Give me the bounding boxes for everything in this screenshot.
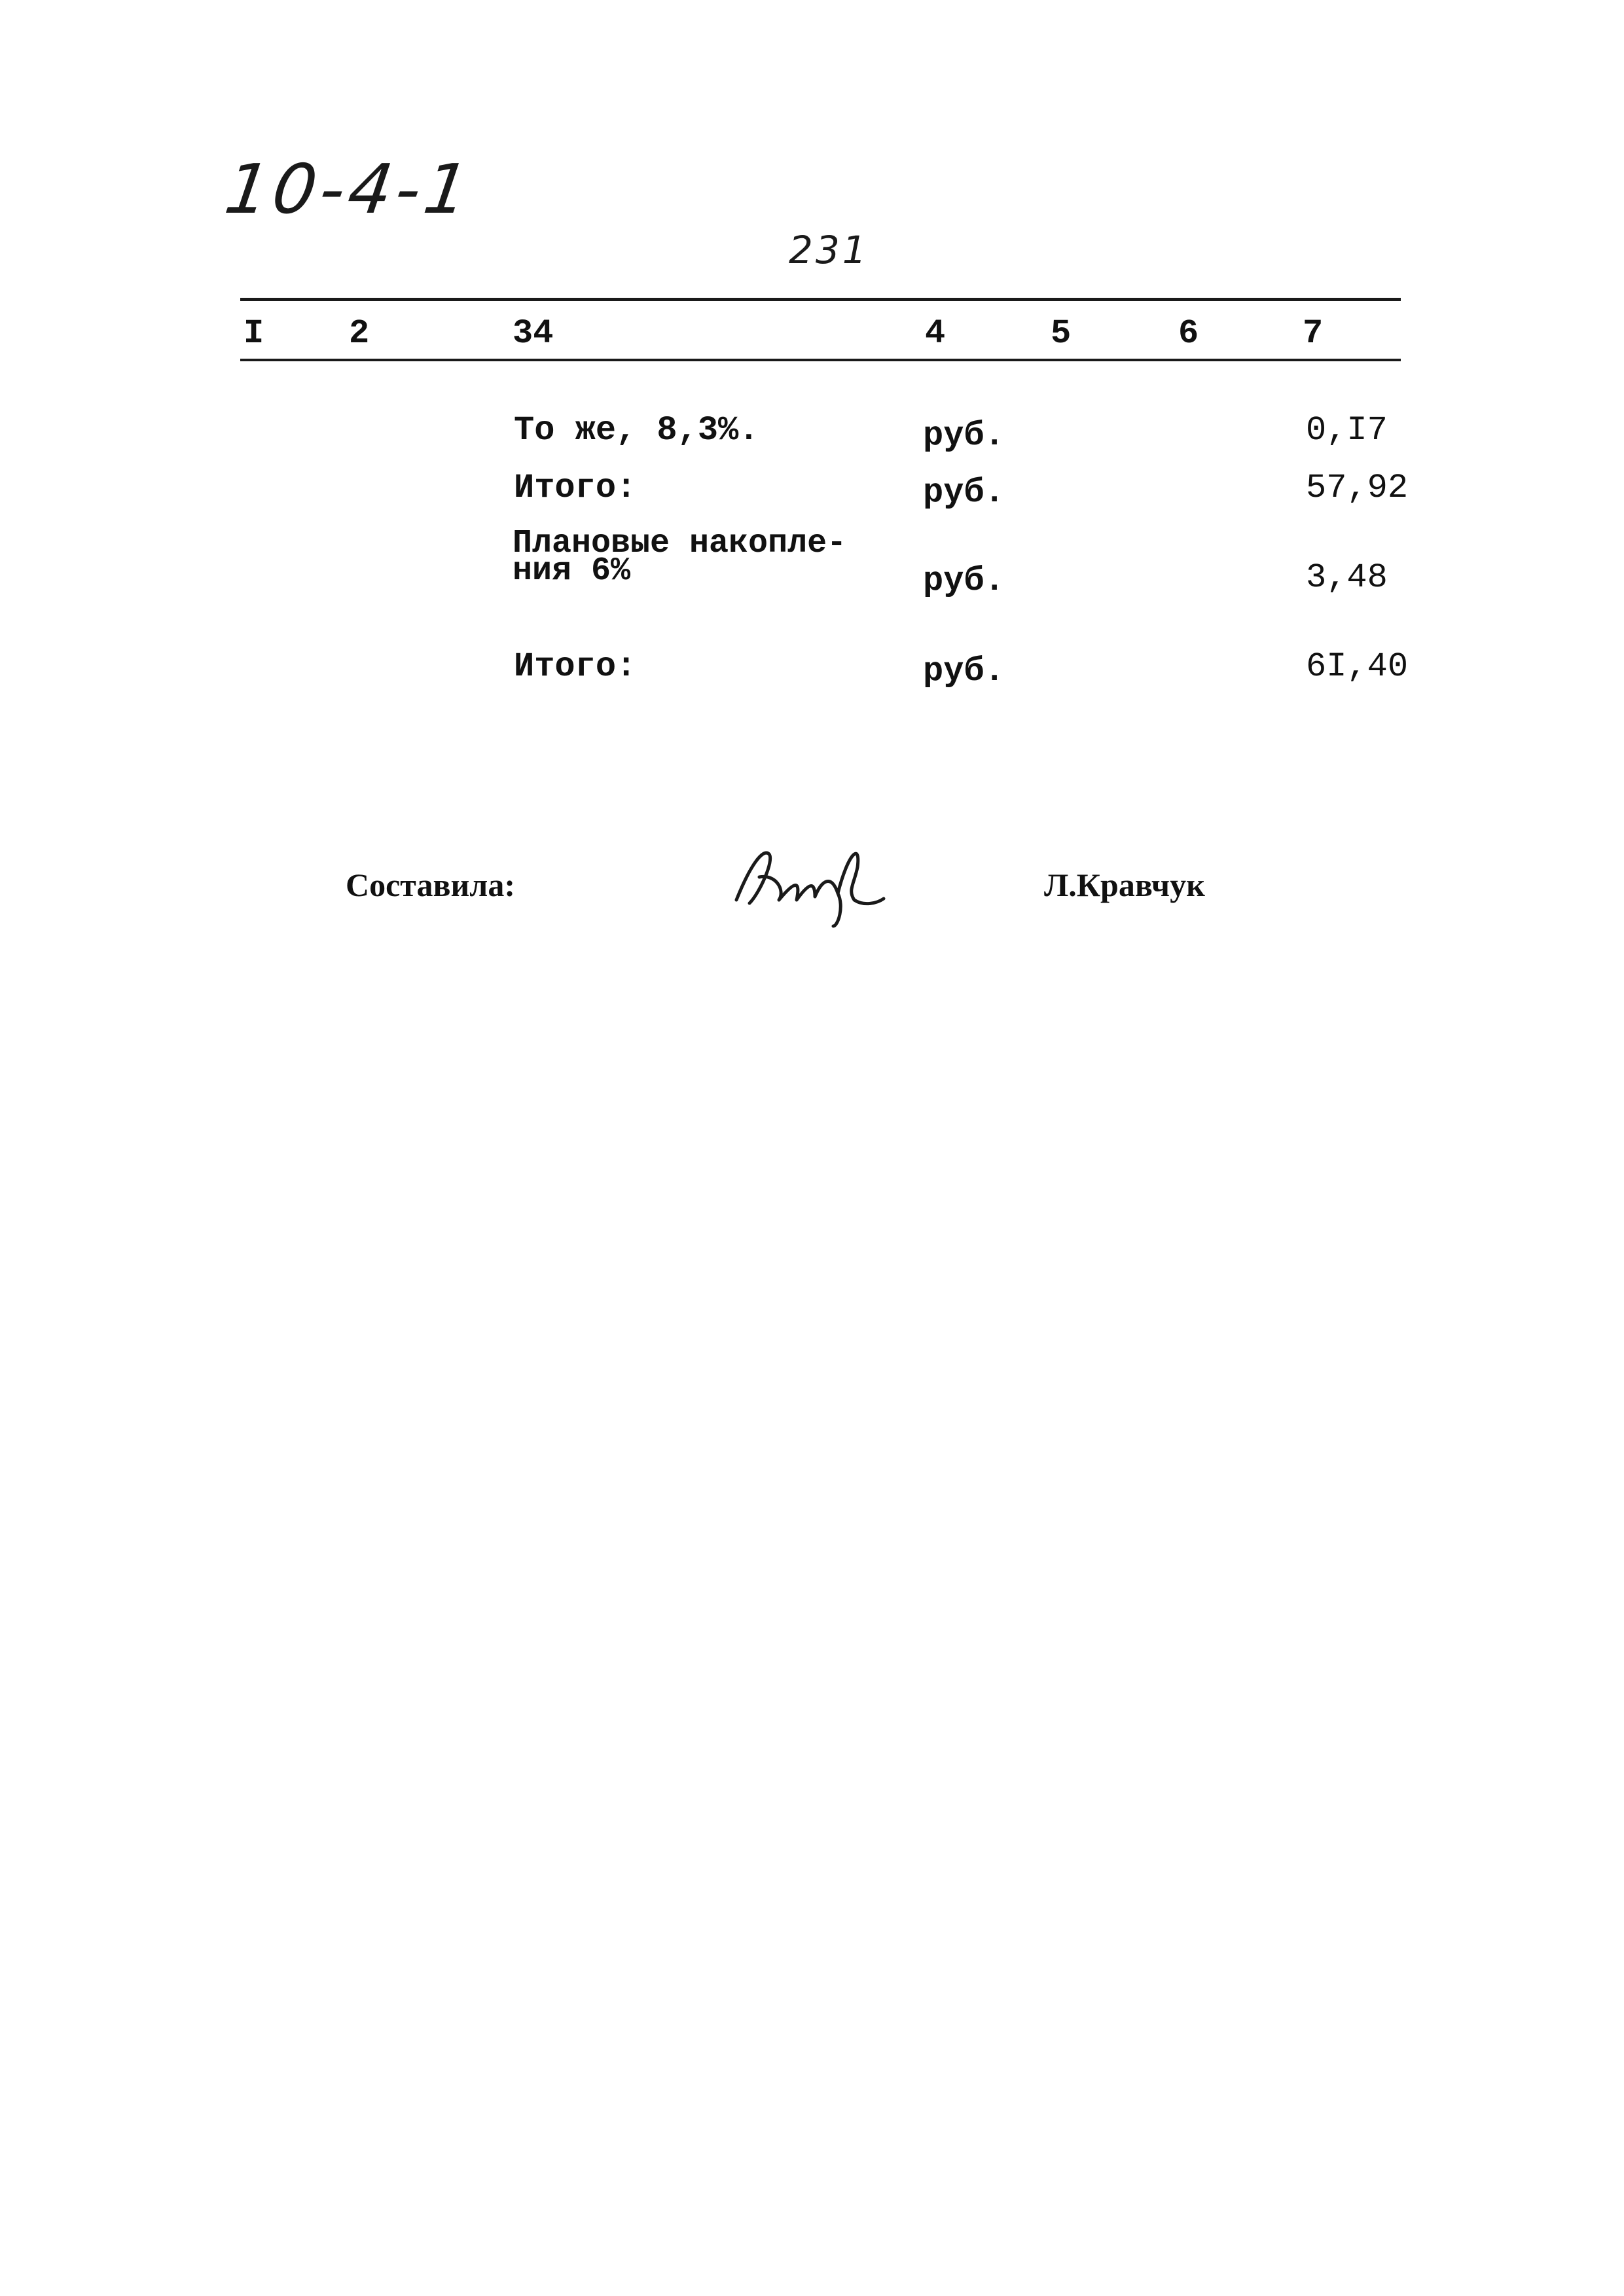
column-header: I: [244, 314, 264, 353]
row-description-line: ния 6%: [513, 552, 631, 590]
page-number: 231: [789, 228, 869, 272]
column-header: 5: [1051, 314, 1072, 353]
compiler-name: Л.Кравчук: [1044, 867, 1205, 903]
column-header: 34: [513, 314, 554, 353]
row-unit: руб.: [923, 562, 1005, 600]
compiled-by-label: Составила:: [346, 867, 515, 903]
table-header-rule: [240, 359, 1401, 361]
column-header: 6: [1178, 314, 1199, 353]
column-header: 7: [1303, 314, 1324, 353]
column-header: 4: [925, 314, 946, 353]
row-description: Итого:: [514, 469, 637, 507]
row-value: 57,92: [1306, 469, 1409, 507]
row-unit: руб.: [923, 652, 1005, 691]
handwritten-signature: [723, 828, 893, 933]
row-value: 3,48: [1306, 558, 1388, 597]
row-unit: руб.: [923, 473, 1005, 512]
row-value: 6I,40: [1306, 647, 1409, 686]
row-description: [513, 525, 847, 590]
row-description-line: Плановые накопле-: [513, 525, 847, 562]
table-top-rule: [240, 298, 1401, 301]
row-value: 0,I7: [1306, 411, 1388, 450]
row-description: Итого:: [514, 647, 637, 686]
column-header: 2: [349, 314, 370, 353]
row-unit: руб.: [923, 416, 1005, 455]
document-code: 10-4-1: [220, 149, 478, 229]
row-description: То же, 8,3%.: [514, 411, 759, 450]
